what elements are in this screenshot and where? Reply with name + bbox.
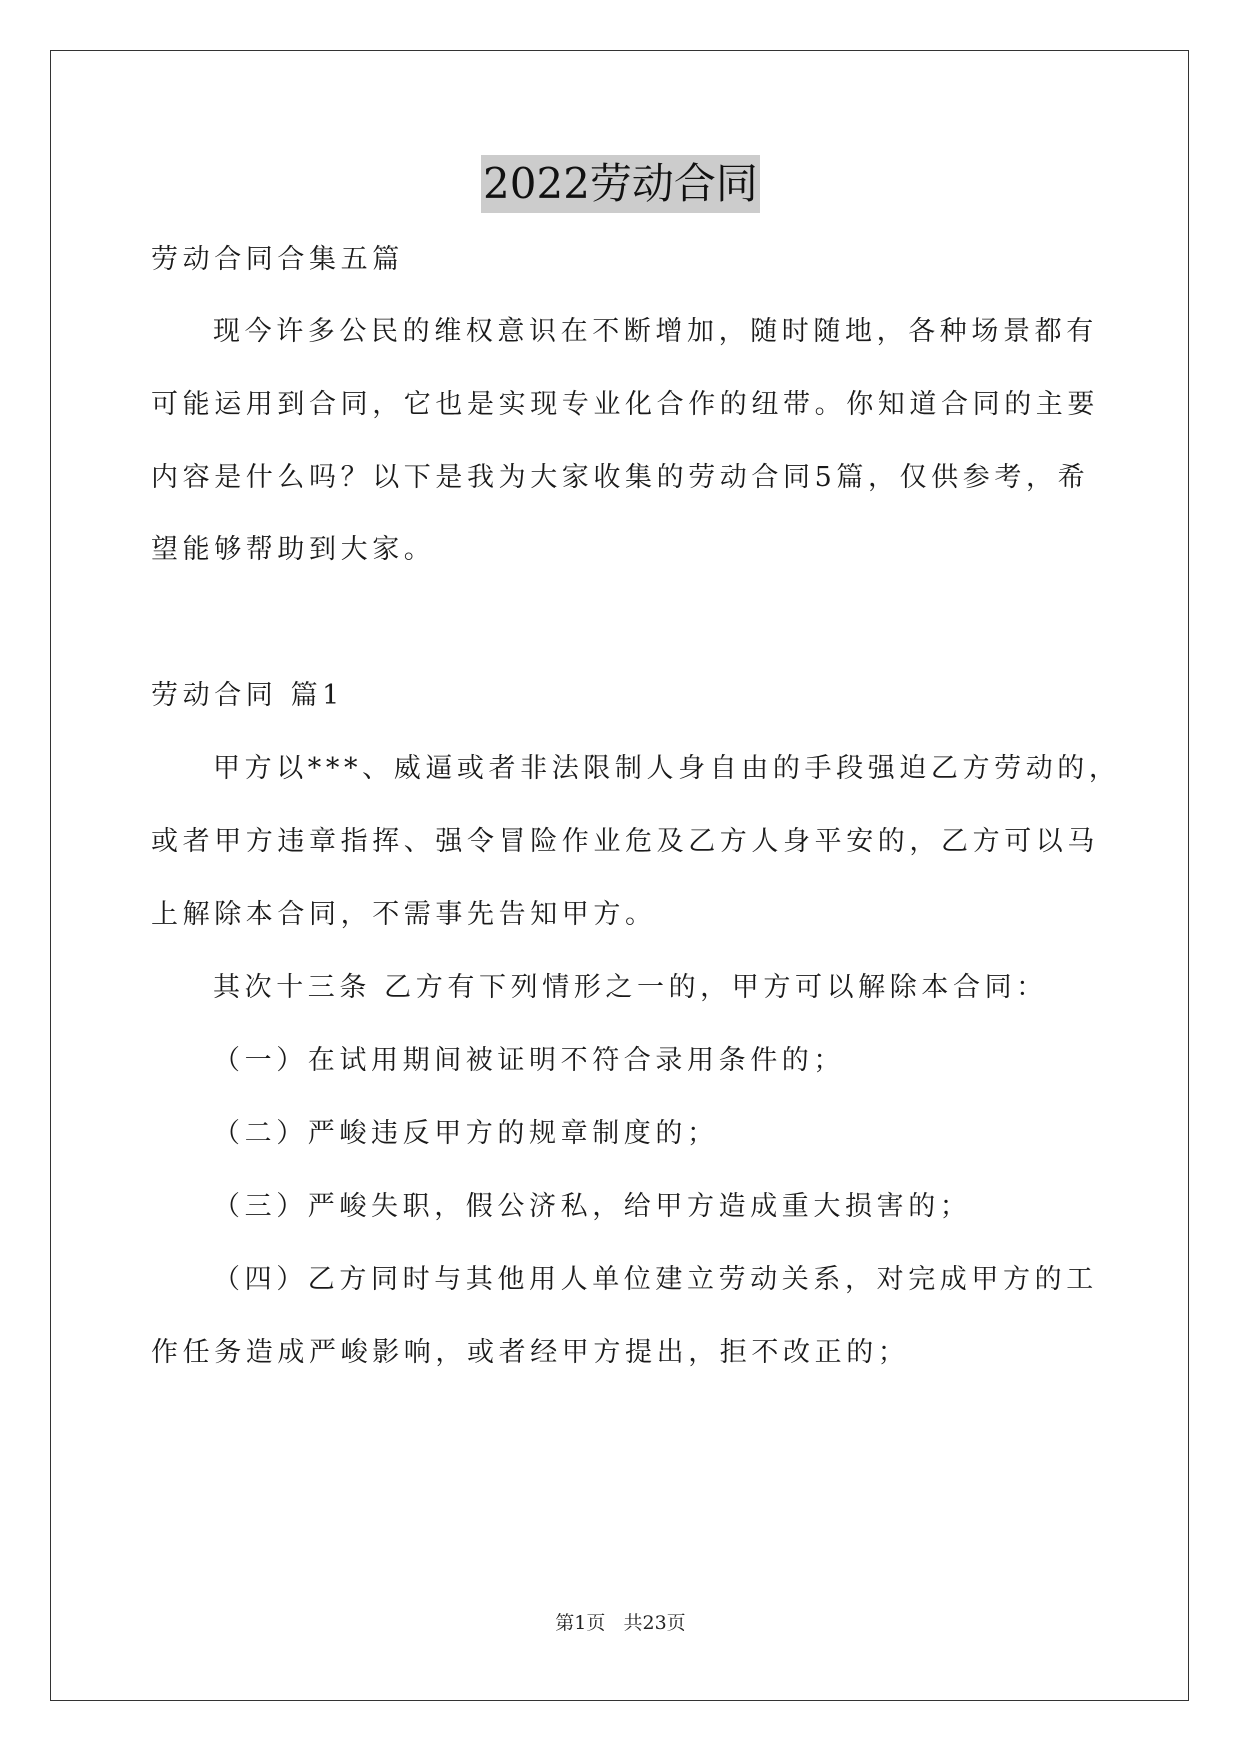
paragraph-line: 或者甲方违章指挥、强令冒险作业危及乙方人身平安的，乙方可以马: [151, 826, 1099, 857]
list-item: （三）严峻失职，假公济私，给甲方造成重大损害的；: [213, 1191, 972, 1222]
paragraph-line: 上解除本合同，不需事先告知甲方。: [151, 899, 657, 930]
section-heading: 劳动合同 篇1: [151, 680, 344, 711]
paragraph-line: 其次十三条 乙方有下列情形之一的，甲方可以解除本合同：: [213, 972, 1048, 1003]
paragraph-line: 内容是什么吗？以下是我为大家收集的劳动合同5篇，仅供参考，希: [151, 462, 1090, 493]
document-title: 2022劳动合同: [481, 155, 760, 213]
subtitle-line: 劳动合同合集五篇: [151, 244, 404, 275]
page-border: [50, 50, 1189, 1701]
list-item: （二）严峻违反甲方的规章制度的；: [213, 1118, 719, 1149]
paragraph-line: 可能运用到合同，它也是实现专业化合作的纽带。你知道合同的主要: [151, 389, 1099, 420]
list-item: （四）乙方同时与其他用人单位建立劳动关系，对完成甲方的工: [213, 1264, 1098, 1295]
paragraph-line: 望能够帮助到大家。: [151, 534, 436, 565]
title-container: [0, 155, 1241, 213]
paragraph-line: 现今许多公民的维权意识在不断增加，随时随地，各种场景都有: [213, 316, 1098, 347]
list-item-continuation: 作任务造成严峻影响，或者经甲方提出，拒不改正的；: [151, 1337, 910, 1368]
page-footer: 第1页 共23页: [555, 1612, 686, 1634]
list-item: （一）在试用期间被证明不符合录用条件的；: [213, 1045, 845, 1076]
paragraph-line: 甲方以***、威逼或者非法限制人身自由的手段强迫乙方劳动的，: [213, 753, 1121, 784]
